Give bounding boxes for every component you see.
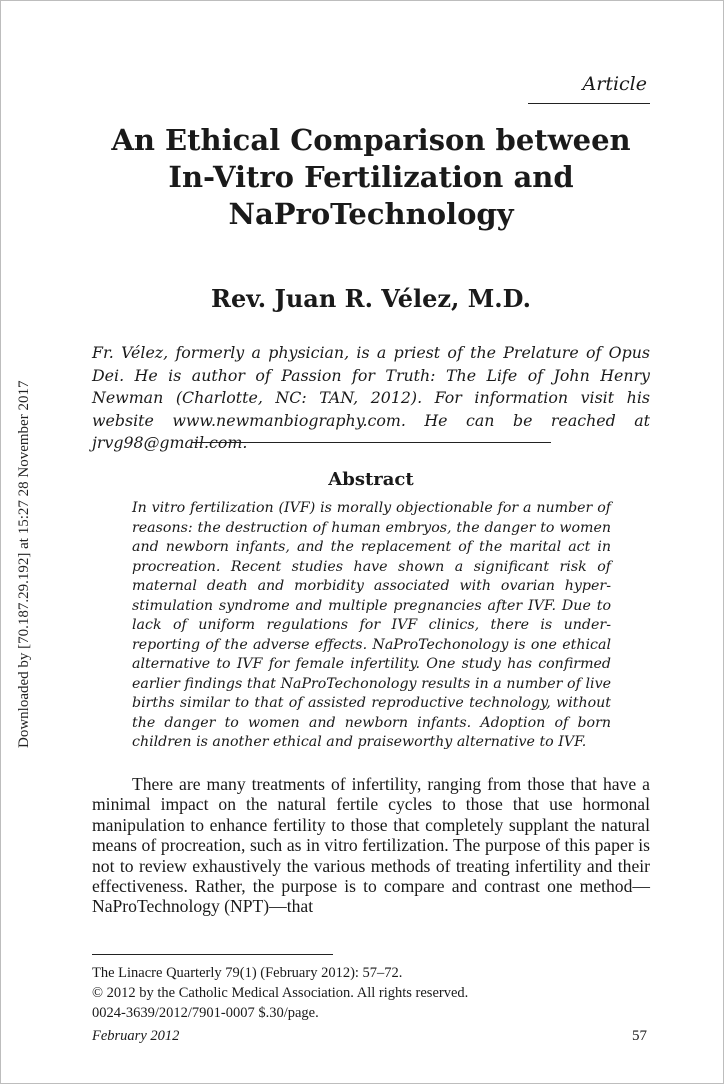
article-title: [61, 122, 681, 233]
footnote-citation: The Linacre Quarterly 79(1) (February 2012): 57–72.: [92, 965, 403, 981]
bio-divider: [191, 442, 551, 443]
abstract-body: In vitro fertilization (IVF) is morally objectionable for a number of reasons: the destruction of human embryos, the danger to women and newborn infants, and the replacement of the marital act in procreation. Recent studies have shown a significant risk of maternal death and morbidity associated with ovarian hyper-stimulation syndrome and multiple pregnancies after IVF. Due to lack of uniform regulations for IVF clinics, there is under-reporting of the adverse effects. NaProTechonology is one ethical alternative to IVF for female infertility. One study has confirmed earlier findings that NaProTechonology results in a number of live births similar to that of assisted reproductive technology, without the danger to women and newborn infants. Adoption of born children is another ethical and praiseworthy alternative to IVF.: [132, 500, 611, 750]
footnote-rule: [92, 954, 333, 955]
footnote-code: 0024-3639/2012/7901-0007 $.30/page.: [92, 1005, 319, 1021]
title-line: An Ethical Comparison between: [111, 123, 631, 157]
title-line: NaProTechnology: [228, 197, 514, 231]
section-rule: [528, 103, 650, 104]
footnote-copyright: © 2012 by the Catholic Medical Association. All rights reserved.: [92, 985, 469, 1001]
page-number: 57: [632, 1028, 647, 1044]
footer-journal-date: February 2012: [92, 1028, 180, 1044]
footnote: [92, 963, 468, 1023]
abstract-heading: Abstract: [328, 469, 414, 490]
body-paragraph: There are many treatments of infertility, ranging from those that have a minimal impact on the natural fertile cycles to those that use hormonal manipulation to enhance fertility to those that completely supplant the natural means of procreation, such as in vitro fertilization. The purpose of this paper is not to review exhaustively the various methods of treating infertility and their effectiveness. Rather, the purpose is to compare and contrast one method—NaProTechnology (NPT)—that: [92, 774, 650, 917]
author-bio: Fr. Vélez, formerly a physician, is a priest of the Prelature of Opus Dei. He is author of Passion for Truth: The Life of John Henry Newman (Charlotte, NC: TAN, 2012). For information visit his website www.newmanbiography.com. He can be reached at jrvg98@gmail.com.: [92, 343, 650, 452]
download-watermark: Downloaded by [70.187.29.192] at 15:27 28 November 2017: [16, 380, 32, 748]
section-label: Article: [582, 73, 647, 95]
author-name: Rev. Juan R. Vélez, M.D.: [211, 284, 531, 313]
title-line: In-Vitro Fertilization and: [168, 160, 574, 194]
